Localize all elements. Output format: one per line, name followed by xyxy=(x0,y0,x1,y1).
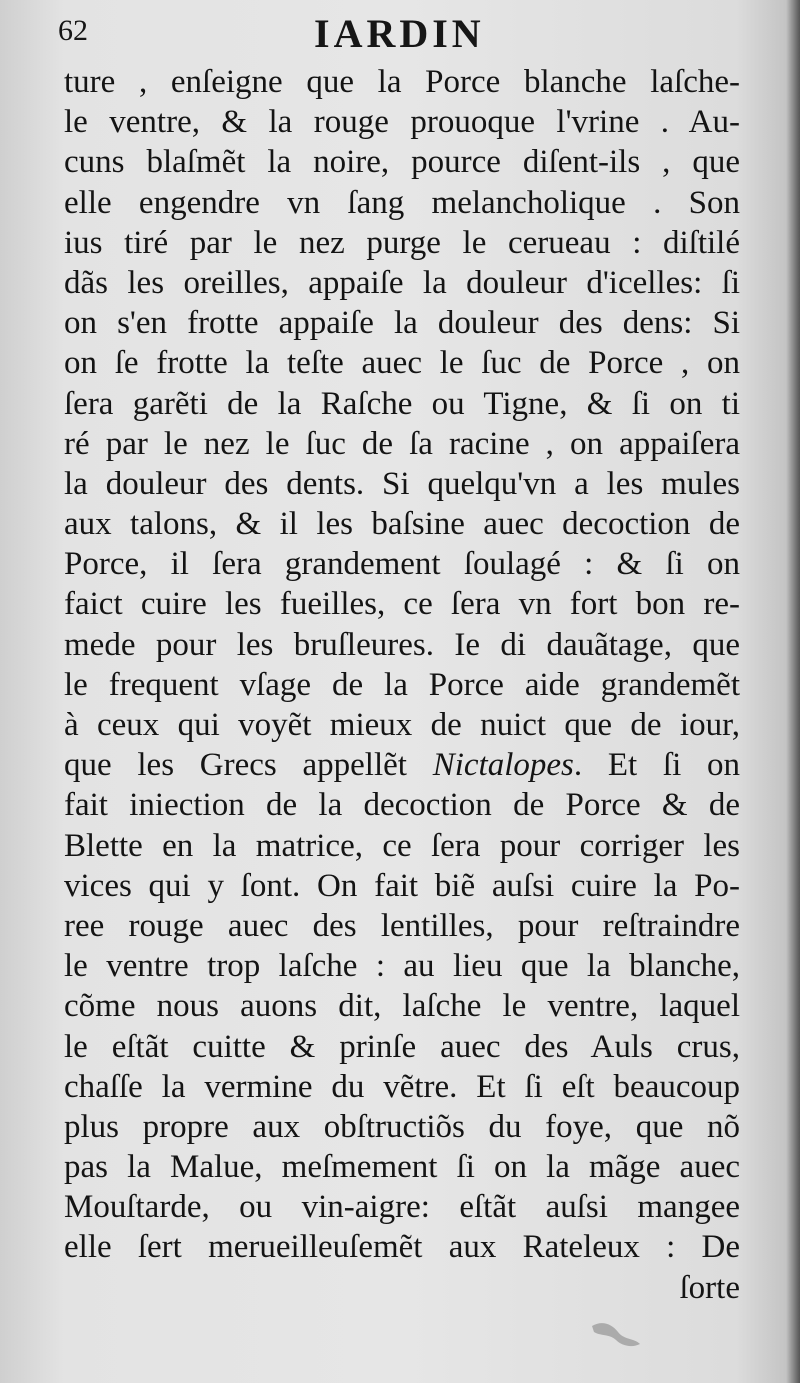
text-line: le ventre, & la rouge prouoque l'vrine . Au- xyxy=(64,104,740,141)
text-line: faict cuire les fueilles, ce ſera vn fort bon re- xyxy=(64,586,740,623)
catchword: ſorte xyxy=(679,1269,740,1306)
body-text xyxy=(64,62,740,1308)
ink-smudge xyxy=(588,1318,644,1348)
text-line: ius tiré par le nez purge le cerueau : diſtilé xyxy=(64,224,740,261)
text-line: elle engendre vn ſang melancholique . Son xyxy=(64,184,740,221)
text-line: ree rouge auec des lentilles, pour reſtraindre xyxy=(64,907,740,944)
running-head: IARDIN xyxy=(314,11,485,56)
text-line: à ceux qui voyẽt mieux de nuict que de iour, xyxy=(64,707,740,743)
text-line: la douleur des dents. Si quelqu'vn a les mules xyxy=(64,465,740,502)
text-line: vices qui y ſont. On fait biẽ auſsi cuire la Po- xyxy=(64,867,740,904)
text-line: fait iniection de la decoction de Porce & de xyxy=(64,787,740,824)
text-line: Blette en la matrice, ce ſera pour corriger les xyxy=(64,827,740,864)
text-line: le frequent vſage de la Porce aide grandemẽt xyxy=(64,666,740,703)
text-line-with-italic xyxy=(64,745,740,785)
text-line: chaſſe la vermine du vẽtre. Et ſi eſt beaucoup xyxy=(64,1068,740,1105)
text-line: on s'en frotte appaiſe la douleur des dens: Si xyxy=(64,305,740,342)
text-line: plus propre aux obſtructiõs du foye, que nõ xyxy=(64,1108,740,1145)
page-shadow xyxy=(786,0,800,1383)
text-segment: que les Grecs appellẽt xyxy=(64,747,407,784)
text-line: on ſe frotte la teſte auec le ſuc de Porce , on xyxy=(64,345,740,382)
text-line: ture , enſeigne que la Porce blanche laſche- xyxy=(64,64,740,100)
text-line: le ventre trop laſche : au lieu que la blanche, xyxy=(64,948,740,985)
text-line: cõme nous auons dit, laſche le ventre, laquel xyxy=(64,988,740,1025)
text-line: dãs les oreilles, appaiſe la douleur d'icelles: ſi xyxy=(64,264,740,301)
text-line: aux talons, & il les baſsine auec decoction de xyxy=(64,506,740,543)
text-line: cuns blaſmẽt la noire, pource diſent-ils , que xyxy=(64,144,740,181)
italic-term: Nictalopes xyxy=(432,747,574,784)
text-line: ſera garẽti de la Raſche ou Tigne, & ſi on ti xyxy=(64,385,740,422)
text-line: pas la Malue, meſmement ſi on la mãge auec xyxy=(64,1149,740,1186)
page-number: 62 xyxy=(58,14,88,47)
text-line: ré par le nez le ſuc de ſa racine , on appaiſera xyxy=(64,425,740,462)
text-line: elle ſert merueilleuſemẽt aux Rateleux : De xyxy=(64,1229,740,1266)
text-line: mede pour les bruſleures. Ie di dauãtage, que xyxy=(64,626,740,663)
text-line: Porce, il ſera grandement ſoulagé : & ſi on xyxy=(64,546,740,583)
page-header xyxy=(58,10,760,54)
text-segment: . Et ſi on xyxy=(573,747,741,784)
text-line: le eſtãt cuitte & prinſe auec des Auls crus, xyxy=(64,1028,740,1065)
text-line: Mouſtarde, ou vin-aigre: eſtãt auſsi mangee xyxy=(64,1189,740,1226)
